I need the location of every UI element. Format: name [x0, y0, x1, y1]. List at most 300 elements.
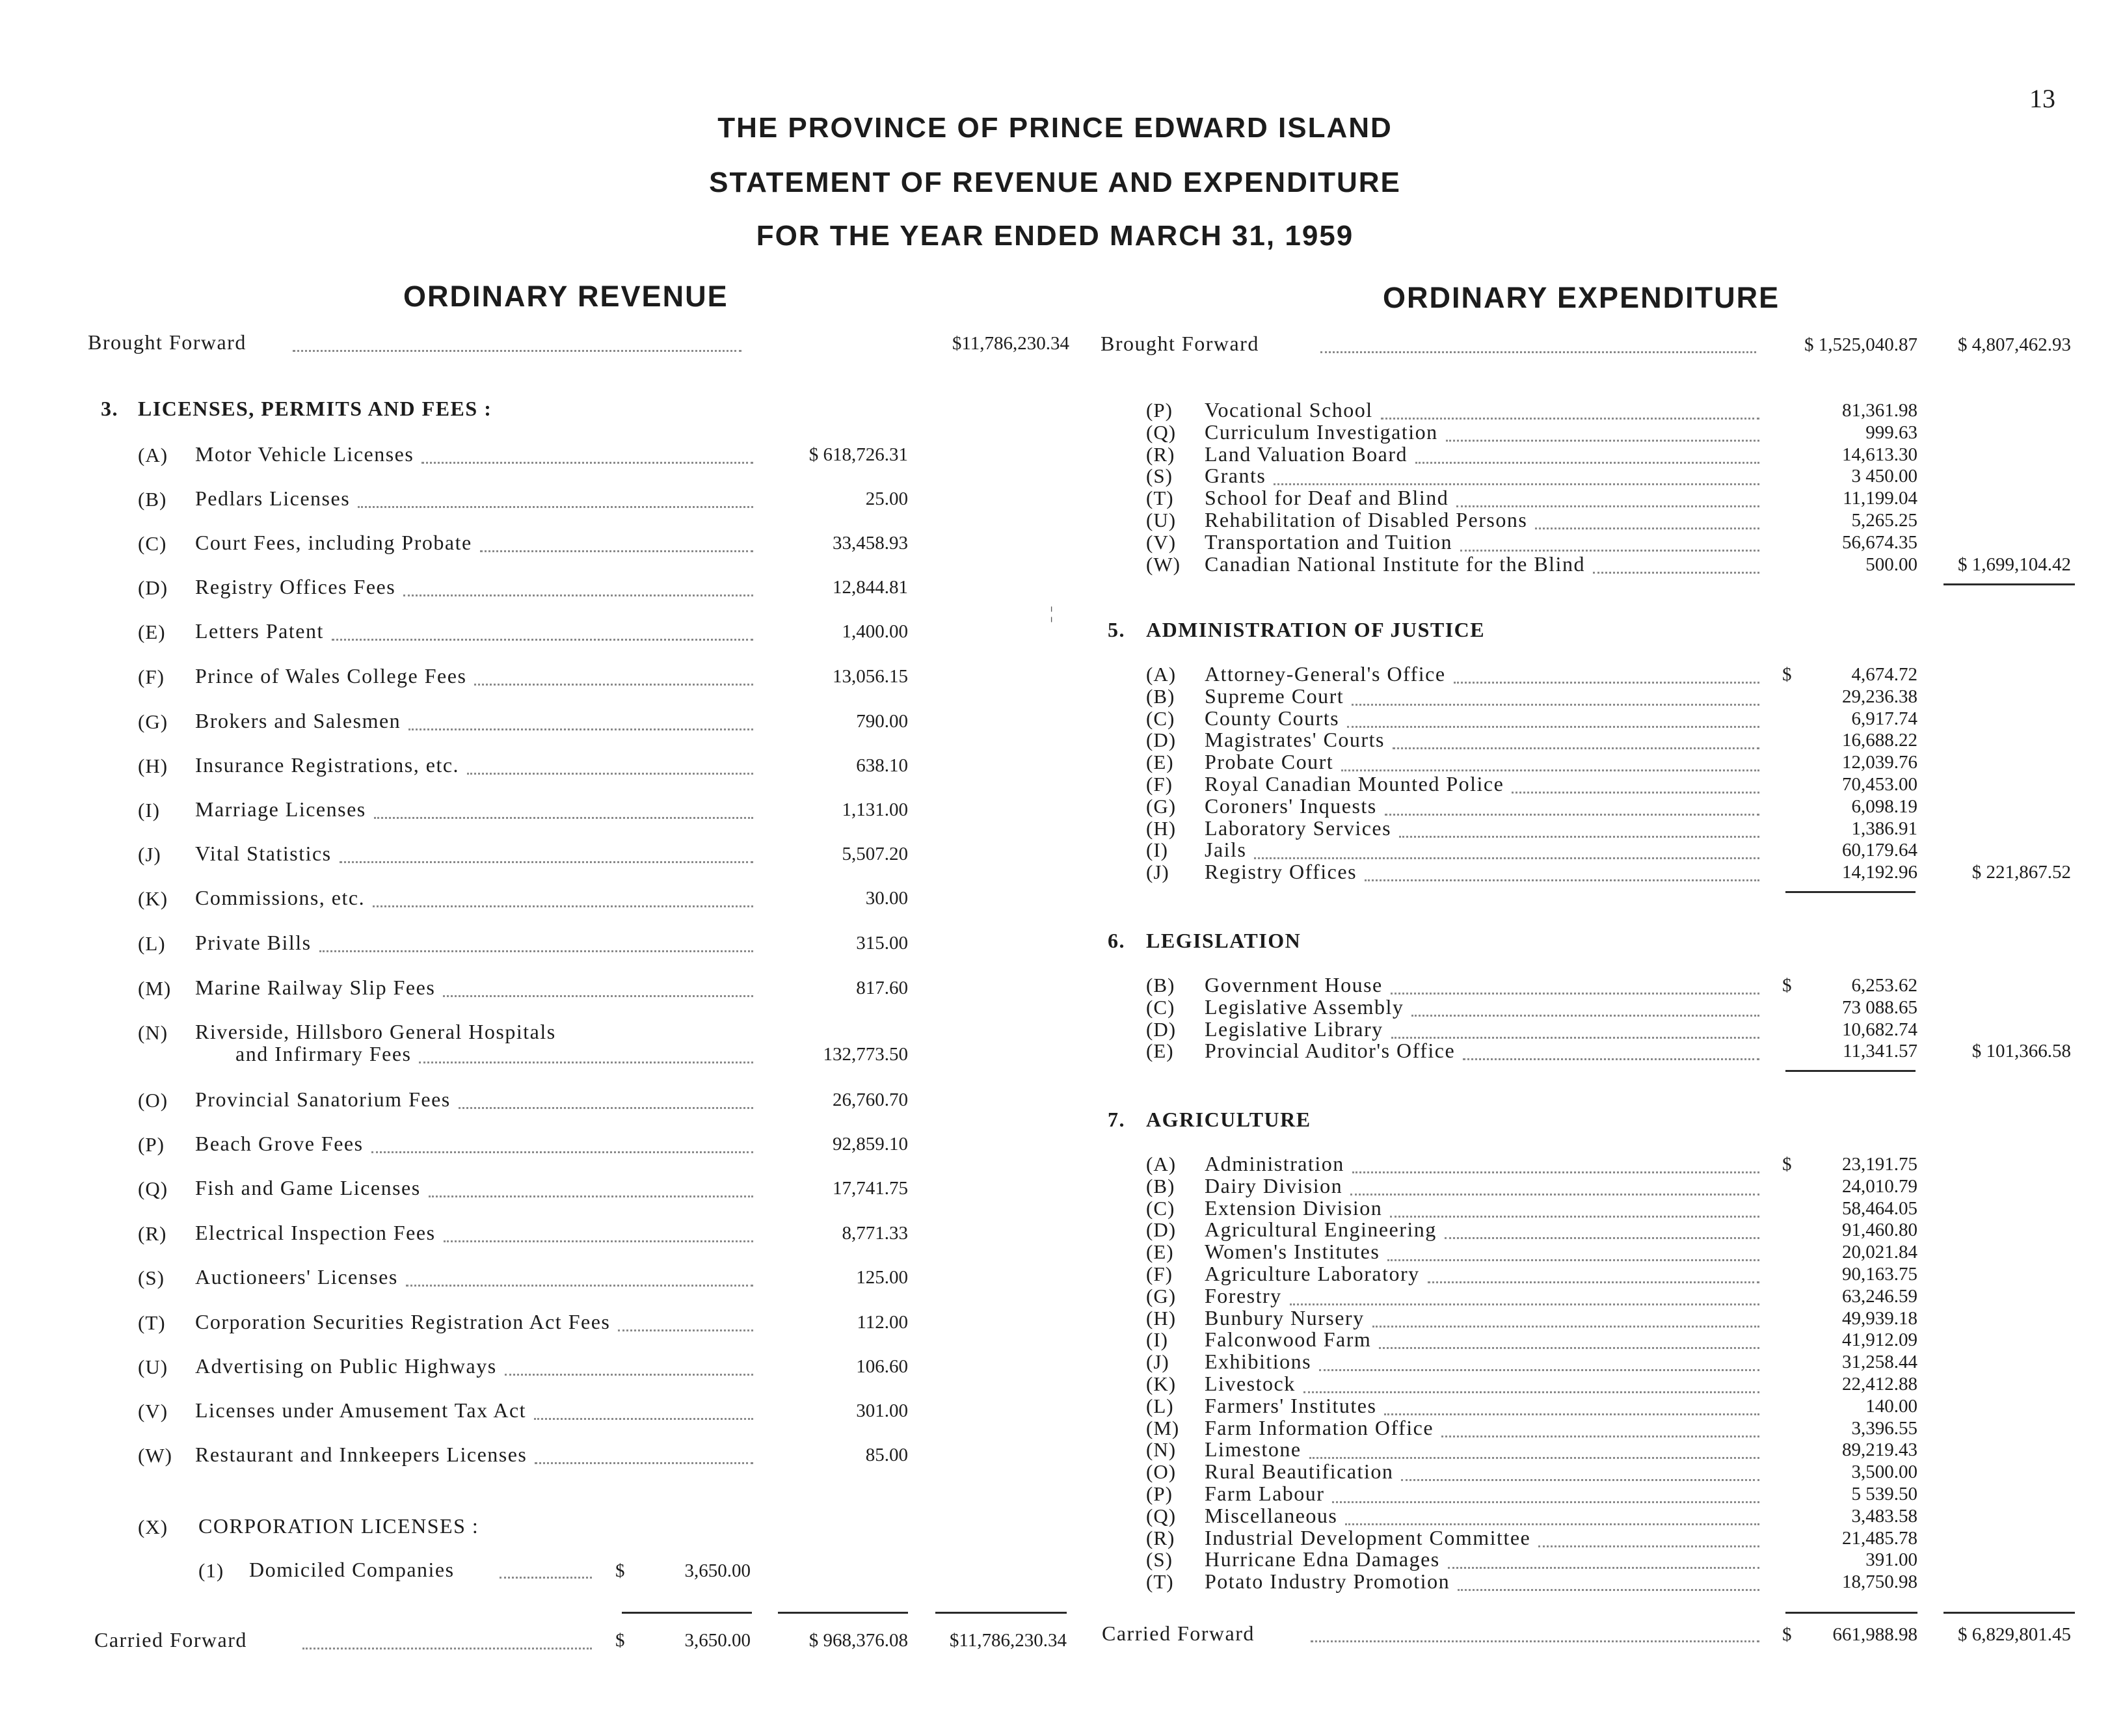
expenditure-item-amount: 5 539.50 [1851, 1484, 1917, 1504]
expenditure-item-amount: 10,682.74 [1842, 1019, 1917, 1040]
expenditure-brought-forward-amount-1: $ 1,525,040.87 [1804, 334, 1917, 355]
expenditure-item-label: Provincial Auditor's Office [1205, 1039, 1456, 1062]
expenditure-item-label: Potato Industry Promotion [1205, 1569, 1450, 1593]
expenditure-item-code: (I) [1146, 1328, 1168, 1351]
corporation-sub-code: (1) [198, 1559, 224, 1582]
revenue-item-label: Commissions, etc. [195, 886, 366, 909]
expenditure-item-code: (C) [1146, 707, 1175, 730]
revenue-item-amount: 112.00 [857, 1312, 908, 1333]
expenditure-item-code: (T) [1146, 1570, 1174, 1593]
expenditure-item-code: (V) [1146, 531, 1177, 554]
revenue-item-label: Restaurant and Innkeepers Licenses [195, 1443, 528, 1466]
corporation-sub-dollar: $ [615, 1560, 625, 1581]
leader-dots [1463, 1058, 1759, 1060]
expenditure-item-code: (A) [1146, 663, 1177, 686]
revenue-item-amount: $ 618,726.31 [808, 444, 908, 465]
expenditure-item-code: (B) [1146, 1175, 1175, 1197]
leader-dots [534, 1418, 753, 1420]
leader-dots [474, 684, 753, 686]
section-first-dollar: $ [1782, 1154, 1792, 1175]
expenditure-item-code: (H) [1146, 817, 1177, 840]
leader-dots [1415, 462, 1759, 464]
expenditure-item-label: Miscellaneous [1205, 1504, 1338, 1527]
revenue-item-code: (K) [138, 887, 168, 910]
expenditure-brought-forward-amount-2: $ 4,807,462.93 [1958, 334, 2071, 355]
expenditure-item-amount: 14,613.30 [1842, 444, 1917, 465]
expenditure-item-amount: 29,236.38 [1842, 686, 1917, 707]
carried-forward-amount-1: 3,650.00 [684, 1630, 751, 1651]
expenditure-item-label: Hurricane Edna Damages [1205, 1547, 1440, 1571]
leader-dots [1274, 483, 1759, 485]
total-rule [1943, 1612, 2075, 1614]
leader-dots [1347, 726, 1759, 728]
expenditure-item-label: Transportation and Tuition [1205, 530, 1452, 554]
expenditure-item-amount: 16,688.22 [1842, 730, 1917, 751]
revenue-item-label: Licenses under Amusement Tax Act [195, 1398, 527, 1422]
leader-dots [332, 639, 753, 641]
expenditure-item-code: (F) [1146, 773, 1173, 795]
revenue-section-title: LICENSES, PERMITS AND FEES : [138, 397, 492, 420]
leader-dots [459, 1107, 753, 1109]
leader-dots [1446, 440, 1759, 442]
expenditure-item-amount: 3,483.58 [1851, 1506, 1917, 1527]
expenditure-item-code: (C) [1146, 1197, 1175, 1220]
revenue-item-label: Prince of Wales College Fees [195, 664, 467, 688]
leader-dots [293, 350, 741, 352]
expenditure-item-label: Magistrates' Courts [1205, 728, 1385, 751]
expenditure-item-code: (P) [1146, 399, 1173, 421]
expenditure-item-label: Farmers' Institutes [1205, 1394, 1377, 1417]
expenditure-item-amount: 89,219.43 [1842, 1439, 1917, 1460]
expenditure-item-amount: 49,939.18 [1842, 1308, 1917, 1329]
leader-dots [1352, 1171, 1759, 1173]
expenditure-item-amount: 70,453.00 [1842, 774, 1917, 795]
revenue-item-amount: 92,859.10 [833, 1134, 908, 1155]
expenditure-item-amount: 60,179.64 [1842, 840, 1917, 861]
leader-dots [1381, 418, 1759, 420]
section-first-dollar: $ [1782, 664, 1792, 685]
revenue-item-amount: 17,741.75 [833, 1178, 908, 1199]
expenditure-item-code: (A) [1146, 1153, 1177, 1175]
leader-dots [1535, 527, 1759, 529]
leader-dots [1352, 704, 1759, 706]
revenue-brought-forward-amount: $11,786,230.34 [952, 333, 1069, 354]
section-total: $ 101,366.58 [1971, 1041, 2071, 1062]
section-rule [1785, 891, 1916, 893]
expenditure-item-amount: 3,396.55 [1851, 1418, 1917, 1439]
expenditure-item-label: Livestock [1205, 1372, 1296, 1395]
leader-dots [1538, 1545, 1759, 1547]
revenue-item-amount: 125.00 [856, 1267, 908, 1288]
expenditure-item-code: (W) [1146, 553, 1181, 576]
expenditure-item-code: (O) [1146, 1460, 1177, 1483]
expenditure-item-code: (P) [1146, 1482, 1173, 1505]
expenditure-item-code: (B) [1146, 685, 1175, 708]
expenditure-section-title: LEGISLATION [1146, 929, 1302, 952]
revenue-item-amount: 85.00 [865, 1445, 908, 1465]
expenditure-item-amount: 12,039.76 [1842, 752, 1917, 773]
revenue-item-label: Brokers and Salesmen [195, 709, 401, 732]
expenditure-item-amount: 63,246.59 [1842, 1286, 1917, 1307]
expenditure-item-label: Supreme Court [1205, 684, 1344, 708]
expenditure-item-amount: 3 450.00 [1851, 466, 1917, 487]
corporation-code: (X) [138, 1516, 168, 1538]
leader-dots [505, 1374, 753, 1376]
expenditure-section-title: AGRICULTURE [1146, 1108, 1311, 1131]
leader-dots [444, 1240, 753, 1242]
expenditure-item-amount: 3,500.00 [1851, 1462, 1917, 1482]
expenditure-item-code: (E) [1146, 1039, 1174, 1062]
expenditure-item-code: (D) [1146, 728, 1177, 751]
revenue-item-amount: 790.00 [856, 711, 908, 732]
expenditure-item-label: Falconwood Farm [1205, 1328, 1372, 1351]
title-province: THE PROVINCE OF PRINCE EDWARD ISLAND [717, 112, 1393, 144]
revenue-item-amount: 301.00 [856, 1400, 908, 1421]
expenditure-item-amount: 90,163.75 [1842, 1264, 1917, 1285]
expenditure-item-code: (B) [1146, 974, 1175, 996]
leader-dots [1387, 1259, 1759, 1261]
revenue-item-label: Letters Patent [195, 619, 324, 643]
leader-dots [1303, 1391, 1759, 1393]
revenue-item-amount: 132,773.50 [823, 1044, 908, 1065]
leader-dots [302, 1648, 592, 1649]
expenditure-item-label: Attorney-General's Office [1205, 662, 1446, 686]
expenditure-item-label: Legislative Assembly [1205, 995, 1404, 1019]
leader-dots [1385, 814, 1759, 816]
expenditure-item-code: (R) [1146, 1527, 1175, 1549]
leader-dots [618, 1329, 753, 1331]
expenditure-item-code: (G) [1146, 1285, 1177, 1307]
expenditure-item-amount: 140.00 [1865, 1396, 1917, 1417]
leader-dots [1345, 1523, 1759, 1525]
expenditure-item-code: (E) [1146, 751, 1174, 773]
leader-dots [1391, 993, 1759, 995]
leader-dots [467, 773, 753, 775]
expenditure-item-amount: 24,010.79 [1842, 1176, 1917, 1197]
revenue-item-label: Vital Statistics [195, 842, 332, 865]
revenue-item-label: Advertising on Public Highways [195, 1354, 497, 1378]
leader-dots [1393, 747, 1759, 749]
leader-dots [1320, 351, 1756, 353]
leader-dots [1390, 1216, 1759, 1218]
leader-dots [429, 1195, 753, 1197]
expenditure-item-label: Registry Offices [1205, 860, 1357, 883]
expenditure-section-number: 5. [1108, 618, 1125, 641]
revenue-item-label: Electrical Inspection Fees [195, 1221, 436, 1244]
revenue-item-code: (M) [138, 977, 172, 1000]
expenditure-item-label: Agriculture Laboratory [1205, 1262, 1420, 1285]
leader-dots [1290, 1303, 1759, 1305]
revenue-item-code: (V) [138, 1400, 168, 1422]
expenditure-item-amount: 81,361.98 [1842, 400, 1917, 421]
leader-dots [1460, 550, 1759, 552]
revenue-item-amount: 817.60 [856, 978, 908, 998]
leader-dots [403, 594, 753, 596]
revenue-item-label: Registry Offices Fees [195, 575, 396, 598]
revenue-item-amount: 13,056.15 [833, 666, 908, 687]
corporation-sub-label: Domiciled Companies [249, 1558, 455, 1581]
expenditure-item-label: Vocational School [1205, 398, 1373, 421]
expenditure-carried-forward-label: Carried Forward [1102, 1622, 1255, 1645]
revenue-item-code: (J) [138, 843, 161, 866]
expenditure-item-amount: 6,253.62 [1851, 975, 1917, 996]
revenue-item-label-cont: and Infirmary Fees [235, 1042, 412, 1065]
leader-dots [373, 905, 753, 907]
corporation-sub-amount: 3,650.00 [684, 1560, 751, 1581]
leader-dots [480, 550, 753, 552]
revenue-item-label: Insurance Registrations, etc. [195, 753, 460, 777]
expenditure-item-label: Agricultural Engineering [1205, 1218, 1437, 1241]
revenue-item-code: (T) [138, 1311, 166, 1334]
title-statement: STATEMENT OF REVENUE AND EXPENDITURE [709, 167, 1401, 198]
leader-dots [340, 861, 753, 863]
expenditure-item-amount: 391.00 [1865, 1549, 1917, 1570]
leader-dots [371, 1151, 753, 1153]
expenditure-item-amount: 500.00 [1865, 554, 1917, 575]
expenditure-brought-forward-label: Brought Forward [1101, 332, 1259, 355]
expenditure-item-amount: 20,021.84 [1842, 1242, 1917, 1262]
section-total: $ 221,867.52 [1971, 862, 2071, 883]
leader-dots [408, 728, 753, 730]
leader-dots [358, 506, 753, 508]
total-rule [1943, 583, 2075, 585]
leader-dots [1512, 792, 1759, 794]
expenditure-item-amount: 4,674.72 [1851, 664, 1917, 685]
revenue-item-code: (I) [138, 799, 160, 821]
expenditure-item-code: (E) [1146, 1240, 1174, 1263]
revenue-item-code: (S) [138, 1266, 165, 1289]
leader-dots [1456, 505, 1759, 507]
expenditure-item-code: (M) [1146, 1417, 1180, 1439]
expenditure-item-label: Limestone [1205, 1437, 1302, 1461]
revenue-item-code: (F) [138, 665, 165, 688]
revenue-item-code: (C) [138, 532, 167, 555]
expenditure-item-code: (R) [1146, 443, 1175, 466]
expenditure-item-label: Legislative Library [1205, 1017, 1383, 1041]
revenue-item-amount: 315.00 [856, 933, 908, 954]
leader-dots [1411, 1015, 1759, 1017]
expenditure-item-amount: 41,912.09 [1842, 1329, 1917, 1350]
leader-dots [535, 1462, 753, 1464]
expenditure-item-code: (S) [1146, 464, 1173, 487]
revenue-item-code: (L) [138, 932, 166, 955]
expenditure-item-amount: 56,674.35 [1842, 532, 1917, 553]
expenditure-item-amount: 14,192.96 [1842, 862, 1917, 883]
expenditure-item-amount: 11,199.04 [1843, 488, 1917, 509]
expenditure-heading: ORDINARY EXPENDITURE [1383, 281, 1780, 314]
revenue-item-amount: 33,458.93 [833, 533, 908, 554]
leader-dots [421, 462, 753, 464]
revenue-item-code: (E) [138, 621, 166, 643]
leader-dots [1379, 1347, 1759, 1349]
revenue-brought-forward-label: Brought Forward [88, 330, 247, 354]
leader-dots [1365, 879, 1759, 881]
expenditure-item-label: Administration [1205, 1152, 1344, 1175]
section-first-dollar: $ [1782, 975, 1792, 996]
expenditure-item-code: (D) [1146, 1218, 1177, 1241]
revenue-item-code: (A) [138, 444, 168, 466]
expenditure-item-amount: 91,460.80 [1842, 1220, 1917, 1240]
expenditure-item-code: (K) [1146, 1372, 1177, 1395]
continuation-total: $ 1,699,104.42 [1958, 554, 2071, 575]
revenue-item-code: (U) [138, 1355, 168, 1378]
carried-forward-dollar: $ [615, 1630, 625, 1651]
corporation-title: CORPORATION LICENSES : [198, 1514, 479, 1538]
expenditure-item-code: (G) [1146, 795, 1177, 818]
expenditure-item-code: (I) [1146, 838, 1168, 861]
leader-dots [1593, 572, 1759, 574]
leader-dots [1454, 682, 1759, 684]
revenue-item-code: (R) [138, 1222, 167, 1245]
expenditure-item-code: (J) [1146, 1350, 1169, 1373]
revenue-item-label: Beach Grove Fees [195, 1132, 364, 1155]
expenditure-item-code: (F) [1146, 1262, 1173, 1285]
expenditure-item-amount: 21,485.78 [1842, 1528, 1917, 1549]
expenditure-item-amount: 31,258.44 [1842, 1352, 1917, 1372]
revenue-item-amount: 5,507.20 [842, 844, 908, 864]
total-rule [935, 1612, 1067, 1614]
expenditure-item-code: (Q) [1146, 1504, 1177, 1527]
expenditure-item-amount: 1,386.91 [1851, 818, 1917, 839]
expenditure-item-amount: 6,098.19 [1851, 796, 1917, 817]
total-rule [1785, 1612, 1917, 1614]
leader-dots [1319, 1369, 1759, 1371]
section-rule [1785, 1070, 1916, 1072]
expenditure-item-label: School for Deaf and Blind [1205, 486, 1449, 509]
expenditure-item-amount: 23,191.75 [1842, 1154, 1917, 1175]
revenue-item-label: Fish and Game Licenses [195, 1176, 421, 1199]
revenue-item-amount: 26,760.70 [833, 1089, 908, 1110]
expenditure-item-label: Canadian National Institute for the Blind [1205, 552, 1585, 576]
expenditure-item-label: Farm Labour [1205, 1482, 1325, 1505]
expenditure-carried-forward-amount-1: 661,988.98 [1832, 1624, 1917, 1645]
expenditure-item-amount: 5,265.25 [1851, 510, 1917, 531]
expenditure-item-code: (Q) [1146, 421, 1177, 444]
leader-dots [1399, 836, 1759, 838]
revenue-item-amount: 1,131.00 [842, 799, 908, 820]
revenue-section-number: 3. [101, 397, 118, 420]
expenditure-item-label: Curriculum Investigation [1205, 420, 1438, 444]
expenditure-item-label: Forestry [1205, 1284, 1282, 1307]
expenditure-item-code: (S) [1146, 1548, 1173, 1571]
expenditure-item-label: Royal Canadian Mounted Police [1205, 772, 1504, 795]
title-year: FOR THE YEAR ENDED MARCH 31, 1959 [756, 220, 1354, 252]
revenue-item-code: (Q) [138, 1177, 168, 1200]
revenue-item-label: Corporation Securities Registration Act Fees [195, 1310, 611, 1333]
revenue-item-amount: 106.60 [856, 1356, 908, 1377]
expenditure-item-label: Rehabilitation of Disabled Persons [1205, 508, 1528, 531]
leader-dots [1350, 1194, 1759, 1195]
leader-dots [1458, 1589, 1759, 1591]
revenue-item-code: (N) [138, 1021, 168, 1044]
expenditure-item-label: Extension Division [1205, 1196, 1383, 1220]
leader-dots [1445, 1237, 1759, 1239]
expenditure-item-label: Laboratory Services [1205, 816, 1392, 840]
revenue-item-label: Pedlars Licenses [195, 487, 351, 510]
leader-dots [1309, 1457, 1759, 1459]
revenue-item-label: Marine Railway Slip Fees [195, 976, 436, 999]
expenditure-item-label: County Courts [1205, 706, 1340, 730]
leader-dots [1384, 1413, 1759, 1415]
carried-forward-amount-2: $ 968,376.08 [808, 1630, 908, 1651]
expenditure-carried-forward-dollar: $ [1782, 1624, 1792, 1645]
revenue-carried-forward-label: Carried Forward [94, 1628, 247, 1651]
expenditure-item-label: Women's Institutes [1205, 1240, 1380, 1263]
page-number: 13 [2029, 84, 2055, 113]
revenue-item-label: Riverside, Hillsboro General Hospitals [195, 1020, 556, 1043]
expenditure-section-number: 7. [1108, 1108, 1125, 1131]
expenditure-item-label: Land Valuation Board [1205, 442, 1408, 466]
stray-mark: ¦ [1050, 604, 1054, 622]
expenditure-item-label: Industrial Development Committee [1205, 1526, 1531, 1549]
total-rule [622, 1612, 752, 1614]
expenditure-item-label: Coroners' Inquests [1205, 794, 1377, 818]
total-rule [778, 1612, 908, 1614]
revenue-item-amount: 25.00 [865, 488, 908, 509]
revenue-item-code: (O) [138, 1089, 168, 1112]
expenditure-item-label: Jails [1205, 838, 1247, 861]
expenditure-carried-forward-amount-2: $ 6,829,801.45 [1958, 1624, 2071, 1645]
revenue-item-label: Motor Vehicle Licenses [195, 442, 414, 466]
revenue-item-amount: 638.10 [856, 755, 908, 776]
expenditure-item-code: (D) [1146, 1018, 1177, 1041]
revenue-item-amount: 12,844.81 [833, 577, 908, 598]
leader-dots [319, 950, 753, 952]
revenue-item-label: Auctioneers' Licenses [195, 1265, 398, 1289]
expenditure-item-code: (J) [1146, 861, 1169, 883]
expenditure-section-title: ADMINISTRATION OF JUSTICE [1146, 618, 1486, 641]
leader-dots [1441, 1436, 1759, 1437]
expenditure-item-code: (L) [1146, 1395, 1174, 1417]
expenditure-item-amount: 73 088.65 [1842, 997, 1917, 1018]
revenue-item-code: (D) [138, 576, 168, 599]
expenditure-item-code: (U) [1146, 509, 1177, 531]
expenditure-item-amount: 999.63 [1865, 422, 1917, 443]
revenue-item-amount: 8,771.33 [842, 1223, 908, 1244]
expenditure-item-label: Farm Information Office [1205, 1416, 1434, 1439]
leader-dots [1311, 1640, 1759, 1642]
revenue-item-code: (H) [138, 754, 168, 777]
expenditure-item-code: (T) [1146, 487, 1174, 509]
revenue-item-code: (W) [138, 1444, 172, 1467]
expenditure-item-label: Government House [1205, 973, 1383, 996]
revenue-item-label: Marriage Licenses [195, 797, 366, 821]
leader-dots [1332, 1501, 1759, 1503]
leader-dots [1254, 857, 1759, 859]
expenditure-item-label: Dairy Division [1205, 1174, 1343, 1197]
expenditure-section-number: 6. [1108, 929, 1125, 952]
expenditure-item-label: Rural Beautification [1205, 1460, 1394, 1483]
expenditure-item-code: (H) [1146, 1307, 1177, 1329]
revenue-item-code: (P) [138, 1133, 165, 1156]
revenue-item-amount: 30.00 [865, 888, 908, 909]
expenditure-item-amount: 6,917.74 [1851, 708, 1917, 729]
revenue-item-label: Court Fees, including Probate [195, 531, 472, 554]
revenue-heading: ORDINARY REVENUE [403, 280, 728, 313]
leader-dots [1448, 1567, 1759, 1569]
expenditure-item-amount: 18,750.98 [1842, 1571, 1917, 1592]
leader-dots [500, 1577, 592, 1579]
leader-dots [1401, 1479, 1759, 1481]
expenditure-item-label: Grants [1205, 464, 1266, 487]
leader-dots [1428, 1281, 1759, 1283]
leader-dots [443, 995, 753, 997]
revenue-item-code: (B) [138, 488, 167, 511]
leader-dots [1372, 1326, 1759, 1328]
revenue-item-code: (G) [138, 710, 168, 733]
expenditure-item-label: Bunbury Nursery [1205, 1306, 1365, 1329]
expenditure-item-code: (N) [1146, 1438, 1177, 1461]
